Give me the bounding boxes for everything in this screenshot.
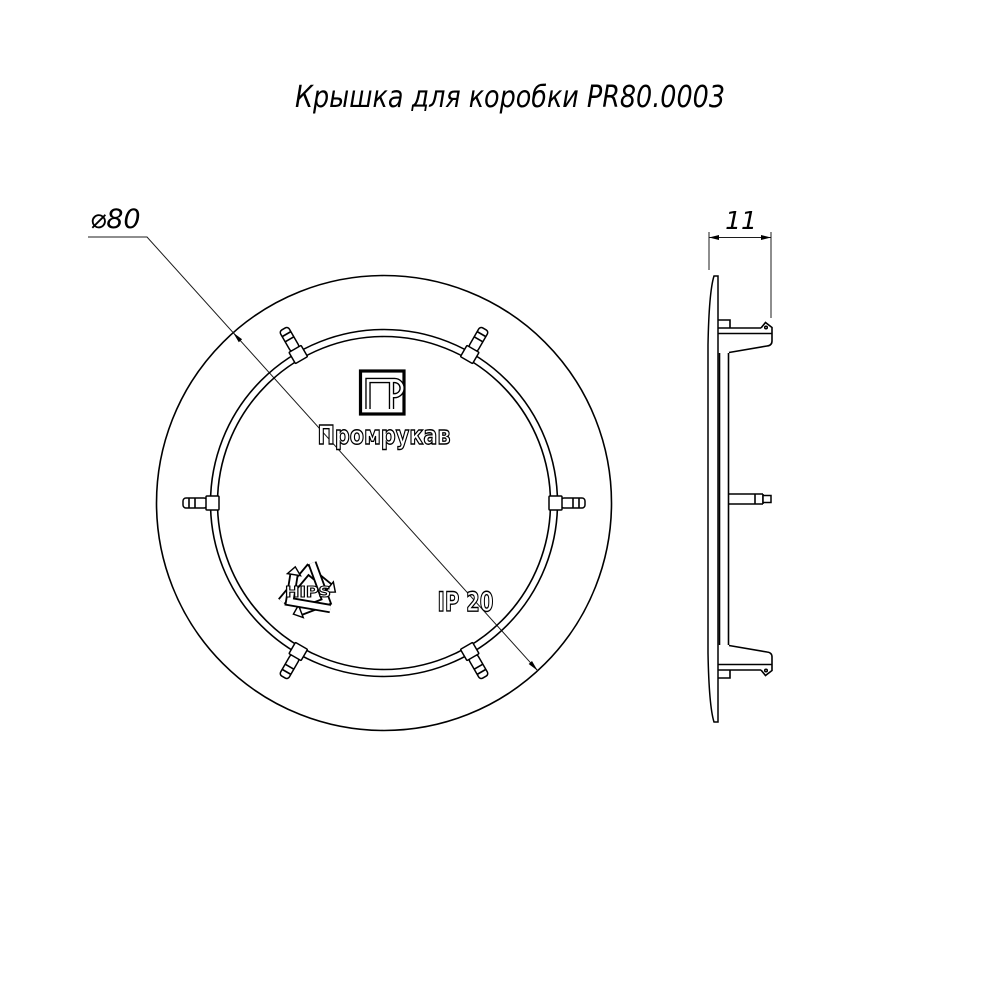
ip-rating: IP 20 (437, 587, 494, 618)
diameter-label: ⌀80 (90, 204, 141, 235)
cover-plate-profile (708, 276, 718, 722)
top-latch-notch (765, 326, 768, 329)
drawing-title: Крышка для коробки PR80.0003 (295, 80, 725, 115)
material-code: HIPS (285, 583, 331, 601)
brand-logo-icon (361, 371, 405, 414)
bottom-latch-notch (765, 669, 768, 672)
thickness-label: 11 (725, 206, 757, 235)
brand-name: Промрукав (317, 421, 451, 451)
clip-tab-right (549, 496, 585, 510)
clip-tab-left (183, 496, 219, 510)
